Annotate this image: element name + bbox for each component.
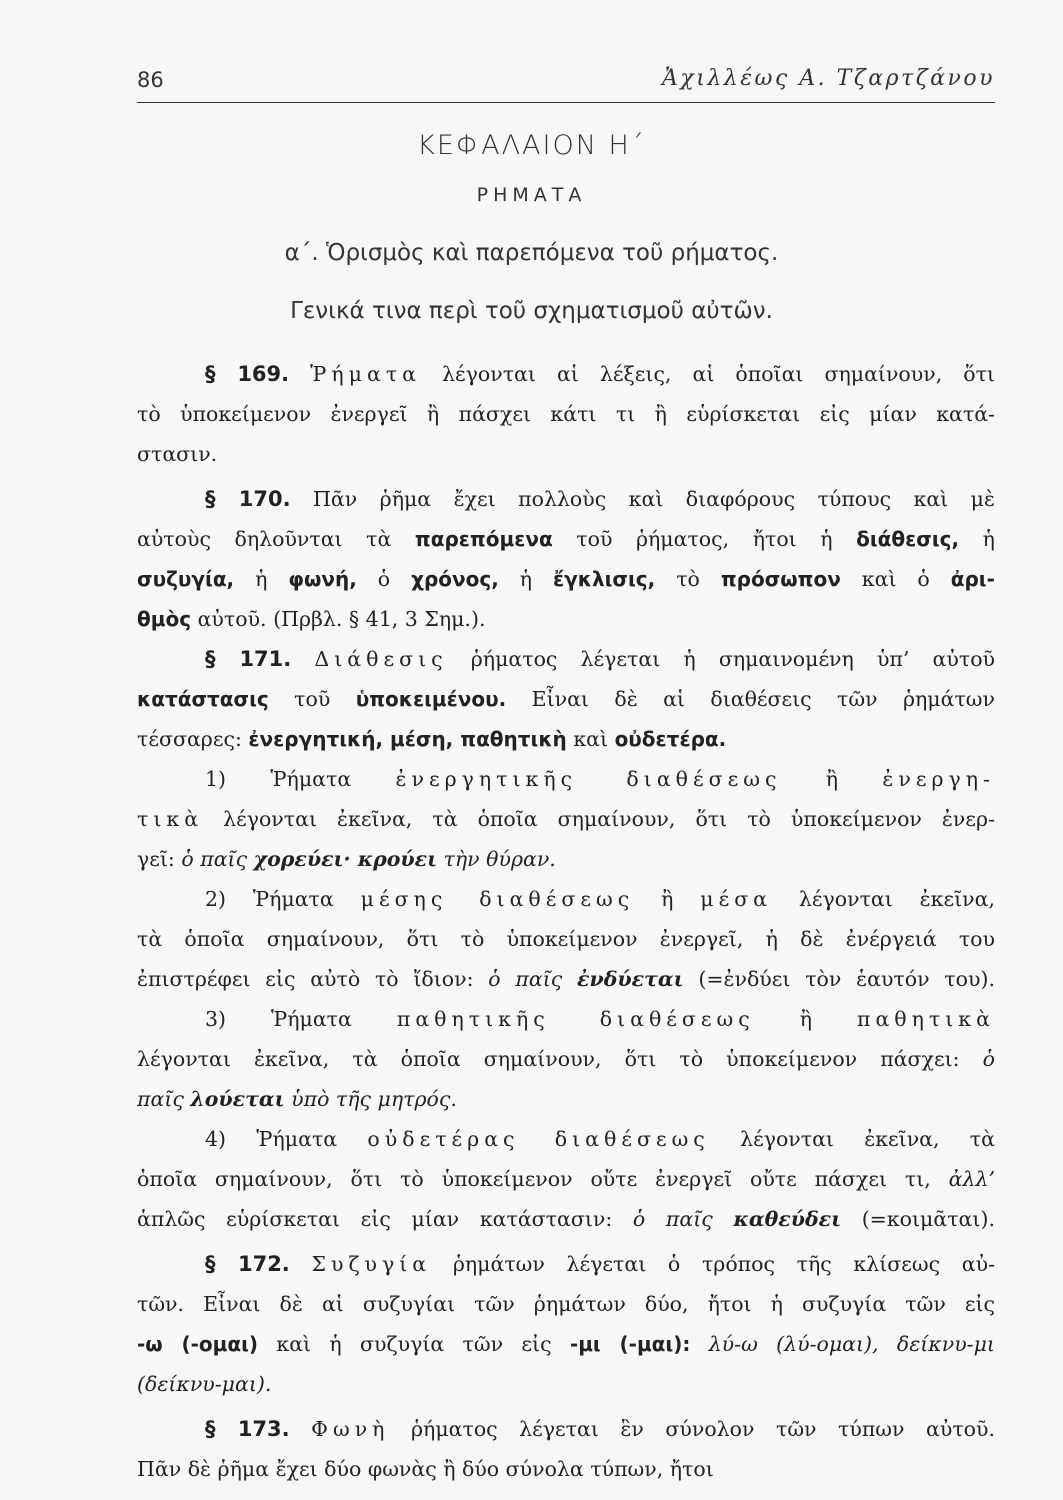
spaced-term: παθητικῆς διαθέσεως [396,1007,755,1031]
example-text: ὑπὸ τῆς μητρός. [291,1087,457,1111]
text-run: ἡ [519,567,533,591]
paragraph-171-line-3 [137,717,995,761]
text-run: λέγονται ἐκεῖνα, τὰ [740,1127,995,1151]
spaced-term: οὐδετέρας διαθέσεως [367,1127,710,1151]
item-2-line-1 [205,877,995,921]
item-1-line-3 [137,837,995,881]
keyword: οὐδετέρα. [614,727,727,751]
text-run: γεῖ: [137,847,175,871]
text-run: 3) Ῥήματα [205,1007,352,1031]
page-number: 86 [137,68,164,92]
item-3-line-1 [205,997,995,1041]
text-run: ἁπλῶς εὑρίσκεται εἰς μίαν κατάστασιν: [137,1207,613,1231]
keyword: ὑποκειμένου. [355,687,507,711]
text-run: τὸ [676,567,700,591]
spaced-term: ἐνεργητικῆς διαθέσεως [395,767,782,791]
example-text: τὴν θύραν. [443,847,556,871]
keyword: ἀρι- [950,567,995,591]
item-1-line-1 [205,757,995,801]
section-number-170: § 170. [205,487,291,511]
example-text: ἀλλ’ [948,1167,995,1191]
text-run: ἢ [825,767,839,791]
text-run: ἡ [255,567,268,591]
keyword: παρεπόμενα [414,527,553,551]
text-run: ἡ [982,527,995,551]
subheading-definition: α΄. Ὁρισμὸς καὶ παρεπόμενα τοῦ ρήματος. [284,240,779,266]
running-header [137,62,995,103]
paragraph-170-line-3 [137,557,995,601]
example-verb: ἐνδύεται [577,967,684,991]
paragraph-169-line-1 [205,352,995,396]
text-run: λέγονται ἐκεῖνα, [798,887,995,911]
text-run: αὐτοῦ. (Πρβλ. § 41, 3 Σημ.). [197,607,486,631]
text-run: ὁ [377,567,391,591]
spaced-term: τικὰ [137,807,204,831]
example-text: ὁ παῖς [181,847,248,871]
example-text: (δείκνυ-μαι). [137,1372,272,1396]
paragraph-173-line-2: Πᾶν δὲ ῥῆμα ἔχει δύο φωνὰς ἢ δύο σύνολα τύπων, ἤτοι [137,1457,714,1481]
paragraph-169-line-3: στασιν. [137,442,218,466]
text-run: (=κοιμᾶται). [861,1207,995,1231]
item-2-line-3 [137,957,995,1001]
spaced-term: ἐνεργη- [882,767,995,791]
item-2-line-2: τὰ ὁποῖα σημαίνουν, ὅτι τὸ ὑποκείμενον ἐνεργεῖ, ἡ δὲ ἐνέργειά του [137,927,995,951]
text-run: Πᾶν ῥῆμα ἔχει πολλοὺς καὶ διαφόρους τύπους καὶ μὲ [313,487,995,511]
paragraph-173-line-1 [205,1407,995,1451]
keyword: πρόσωπον [720,567,841,591]
paragraph-170-line-2 [137,517,995,561]
paragraph-172-line-1 [205,1242,995,1286]
text-run: (=ἐνδύει τὸν ἑαυτόν του). [698,967,995,991]
text-run: αὐτοὺς δηλοῦνται τὰ [137,527,392,551]
text-run: ῥήματος λέγεται ἓν σύνολον τῶν τύπων αὐτοῦ. [410,1417,995,1441]
term-syzygia: Συζυγία [311,1252,432,1276]
keyword: ἔγκλισις, [553,567,656,591]
item-4-line-2 [137,1157,995,1201]
text-run: ῥήματος λέγεται ἡ σημαινομένη ὑπ’ αὐτοῦ [470,647,995,671]
keyword: -μι (-μαι): [569,1332,691,1356]
section-number-172: § 172. [205,1252,290,1276]
term-rhemata: Ῥήματα [310,362,422,386]
text-run: καὶ ὁ [861,567,930,591]
text-run: ῥημάτων λέγεται ὁ τρόπος τῆς κλίσεως αὐ- [452,1252,995,1276]
text-run: ἢ [799,1007,812,1031]
text-run: λέγονται αἱ λέξεις, αἱ ὁποῖαι σημαίνουν, ὅτι [442,362,995,386]
example-text: ὁ παῖς [632,1207,713,1231]
keyword: -ω (-ομαι) [137,1332,259,1356]
keyword: ἐνεργητική, μέση, παθητικὴ [248,727,567,751]
example-text: ὁ παῖς [488,967,563,991]
paragraph-172-line-3 [137,1322,995,1366]
spaced-term: παθητικὰ [856,1007,995,1031]
text-run: 1) Ῥήματα [205,767,352,791]
chapter-title: ΚΕΦΑΛΑΙΟΝ Η΄ [417,130,646,161]
section-number-173: § 173. [205,1417,290,1441]
paragraph-170-line-4 [137,597,995,641]
text-run: 2) Ῥήματα [205,887,334,911]
text-run: ὁποῖα σημαίνουν, ὅτι τὸ ὑποκείμενον οὔτε ἐνεργεῖ οὔτε πάσχει τι, [137,1167,931,1191]
text-run: τοῦ ῥήματος, ἤτοι ἡ [576,527,833,551]
example-verb: καθεύδει [733,1207,842,1231]
paragraph-172-line-4 [137,1362,995,1406]
item-4-line-3 [137,1197,995,1241]
term-phone: Φωνὴ [311,1417,390,1441]
subheading-formation: Γενικά τινα περὶ τοῦ σχηματισμοῦ αὐτῶν. [290,298,773,324]
text-run: λέγονται ἐκεῖνα, τὰ ὁποῖα σημαίνουν, ὅτι τὸ ὑποκείμενον ἐνερ- [223,807,995,831]
example-verb: λούεται [190,1087,285,1111]
section-title: ΡΗΜΑΤΑ [476,184,587,206]
example-text: παῖς [137,1087,184,1111]
item-3-line-3 [137,1077,995,1121]
text-run: τοῦ [294,687,331,711]
example-verb: χορεύει· κρούει [253,847,438,871]
keyword: θμὸς [137,607,192,631]
spaced-term: μέσης διαθέσεως [360,887,635,911]
text-run: ἢ [661,887,674,911]
item-3-line-2 [137,1037,995,1081]
item-4-line-1 [205,1117,995,1161]
text-run: ἐπιστρέφει εἰς αὐτὸ τὸ ἴδιον: [137,967,474,991]
paragraph-169-line-2: τὸ ὑποκείμενον ἐνεργεῖ ἢ πάσχει κάτι τι ἢ εὑρίσκεται εἰς μίαν κατά- [137,402,995,426]
keyword: φωνή, [288,567,357,591]
keyword: συζυγία, [137,567,235,591]
keyword: διάθεσις, [856,527,960,551]
term-diathesis: Διάθεσις [314,647,448,671]
paragraph-170-line-1 [205,477,995,521]
paragraph-171-line-1 [205,637,995,681]
text-run: Εἶναι δὲ αἱ διαθέσεις τῶν ῥημάτων [531,687,995,711]
text-run: 4) Ῥήματα [205,1127,338,1151]
paragraph-171-line-2 [137,677,995,721]
text-run: τέσσαρες: [137,727,242,751]
item-1-line-2 [137,797,995,841]
text-run: λέγονται ἐκεῖνα, τὰ ὁποῖα σημαίνουν, ὅτι τὸ ὑποκείμενον πάσχει: [137,1047,960,1071]
example-text: λύ-ω (λύ-ομαι), δείκνυ-μι [708,1332,995,1356]
header-author: Ἀχιλλέως Α. Τζαρτζάνου [662,66,995,91]
text-run: καὶ [573,727,609,751]
example-text: ὁ [982,1047,995,1071]
text-run: καὶ ἡ συζυγία τῶν εἰς [276,1332,552,1356]
section-number-169: § 169. [205,362,290,386]
section-number-171: § 171. [205,647,292,671]
spaced-term: μέσα [700,887,773,911]
keyword: κατάστασις [137,687,269,711]
paragraph-172-line-2: τῶν. Εἶναι δὲ αἱ συζυγίαι τῶν ῥημάτων δύο, ἤτοι ἡ συζυγία τῶν εἰς [137,1292,995,1316]
keyword: χρόνος, [411,567,499,591]
